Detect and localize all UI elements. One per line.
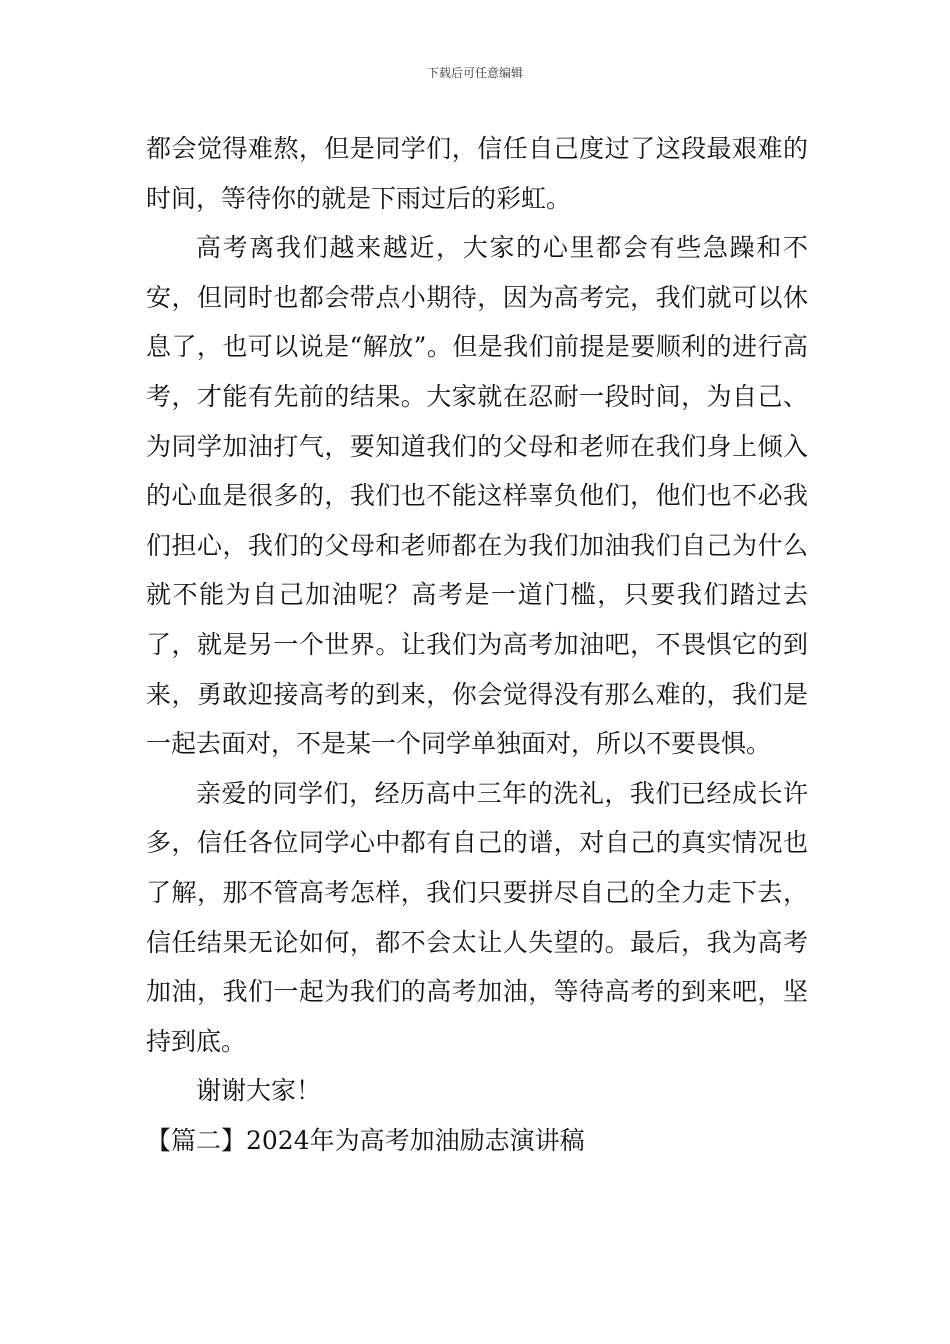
paragraph-4: 谢谢大家！ [196,1076,322,1106]
paragraph-1: 都会觉得难熬，但是同学们，信任自己度过了这段最艰难的时间，等待你的就是下雨过后的彩虹。 [146,134,808,213]
page-header: 下载后可任意编辑 [426,66,523,80]
section-title: 【篇二】2024年为高考加油励志演讲稿 [146,1125,585,1155]
document-body [146,124,808,1165]
paragraph-3: 亲爱的同学们，经历高中三年的洗礼，我们已经成长许多，信任各位同学心中都有自己的谱，对自己的真实情况也了解，那不管高考怎样，我们只要拼尽自己的全力走下去，信任结果无论如何，都不会太让人失望的。最后，我为高考加油，我们一起为我们的高考加油，等待高考的到来吧，坚持到底。 [146,778,808,1056]
paragraph-2: 高考离我们越来越近，大家的心里都会有些急躁和不安，但同时也都会带点小期待，因为高考完，我们就可以休息了，也可以说是“解放”。但是我们前提是要顺利的进行高考，才能有先前的结果。大家就在忍耐一段时间，为自己、为同学加油打气，要知道我们的父母和老师在我们身上倾入的心血是很多的，我们也不能这样辜负他们，他们也不必我们担心，我们的父母和老师都在为我们加油我们自己为什么就不能为自己加油呢？高考是一道门槛，只要我们踏过去了，就是另一个世界。让我们为高考加油吧，不畏惧它的到来，勇敢迎接高考的到来，你会觉得没有那么难的，我们是一起去面对，不是某一个同学单独面对，所以不要畏惧。 [146,233,808,759]
